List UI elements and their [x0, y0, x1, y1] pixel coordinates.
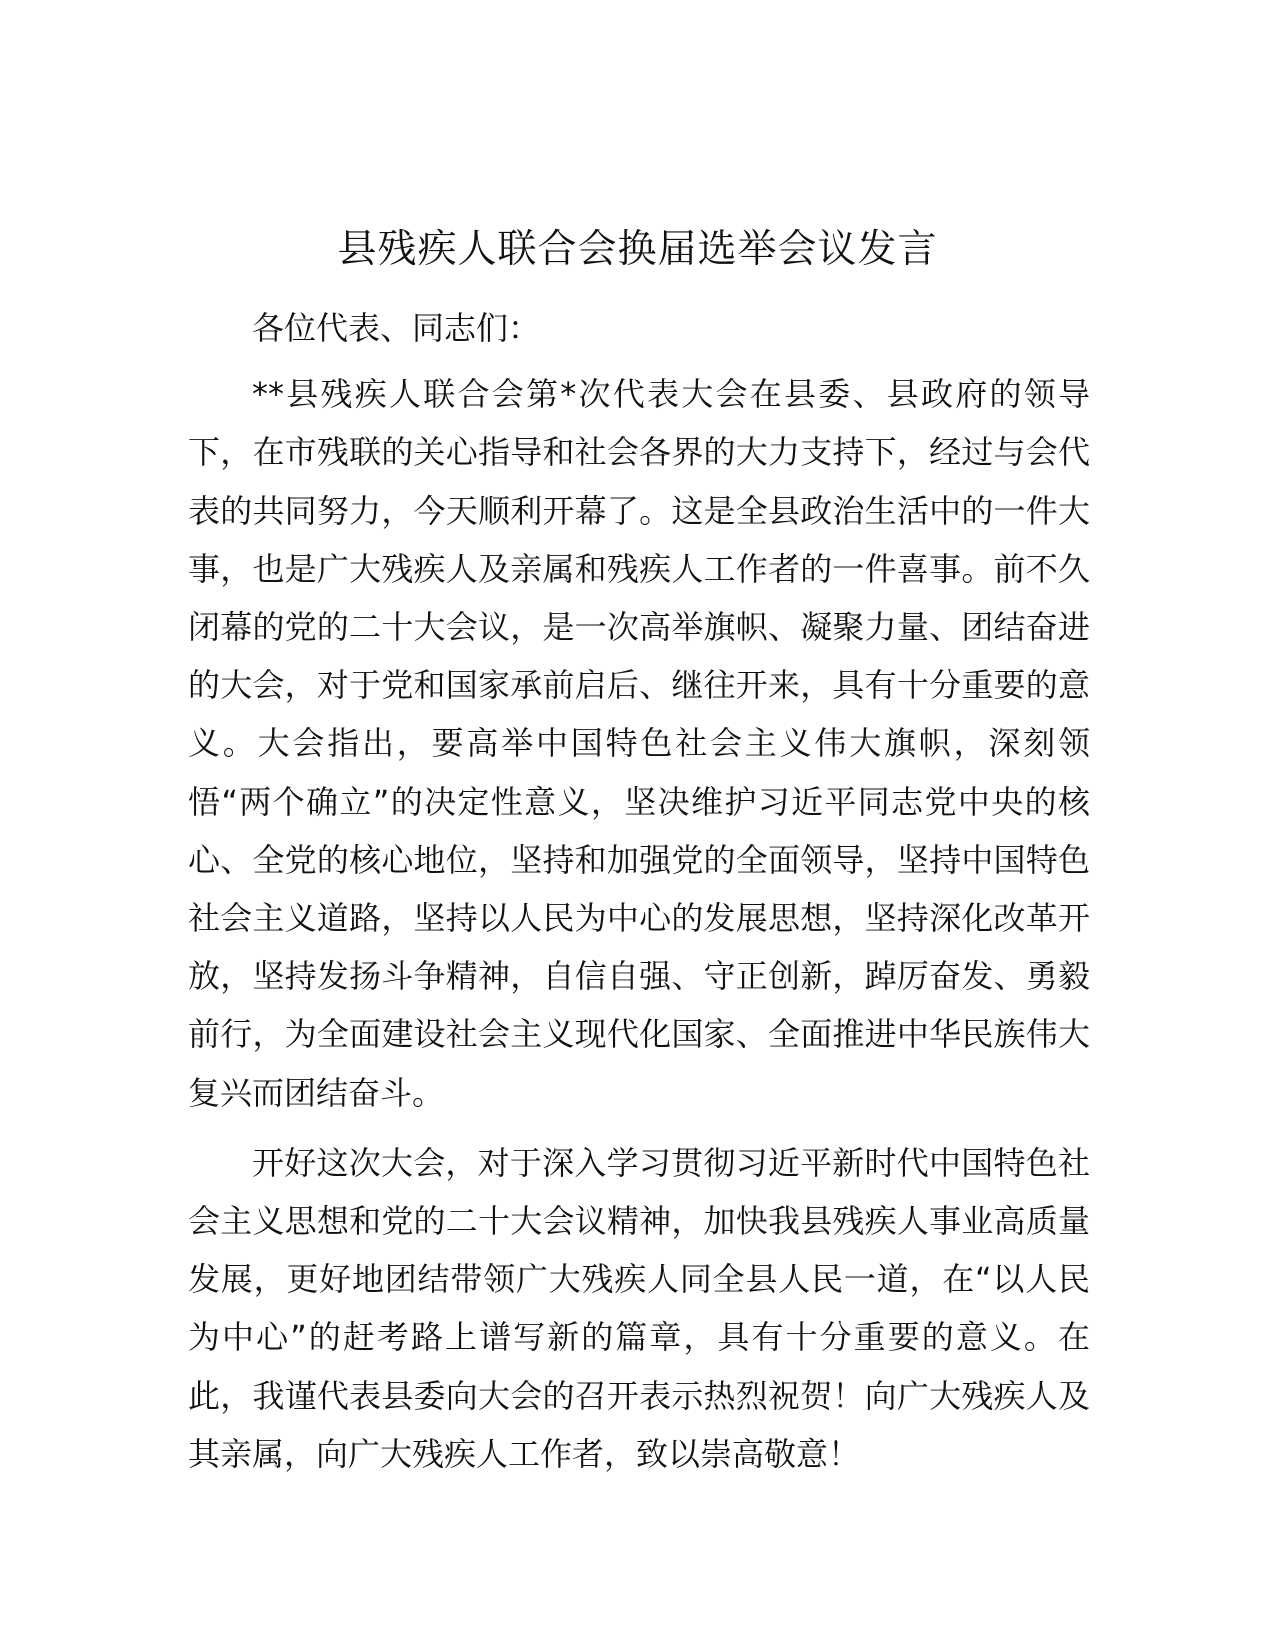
paragraph-1: **县残疾人联合会第*次代表大会在县委、县政府的领导下，在市残联的关心指导和社会各界的大力支持下，经过与会代表的共同努力，今天顺利开幕了。这是全县政治生活中的一件大事，也是广大残疾人及亲属和残疾人工作者的一件喜事。前不久闭幕的党的二十大会议，是一次高举旗帜、凝聚力量、团结奋进的大会，对于党和国家承前启后、继往开来，具有十分重要的意义。大会指出，要高举中国特色社会主义伟大旗帜，深刻领悟“两个确立”的决定性意义，坚决维护习近平同志党中央的核心、全党的核心地位，坚持和加强党的全面领导，坚持中国特色社会主义道路，坚持以人民为中心的发展思想，坚持深化改革开放，坚持发扬斗争精神，自信自强、守正创新，踔厉奋发、勇毅前行，为全面建设社会主义现代化国家、全面推进中华民族伟大复兴而团结奋斗。	[188, 375, 1090, 1112]
greeting-line: 各位代表、同志们：	[252, 309, 541, 347]
document-body	[188, 299, 1090, 1483]
document-title: 县残疾人联合会换届选举会议发言	[337, 227, 938, 272]
paragraph-2: 开好这次大会，对于深入学习贯彻习近平新时代中国特色社会主义思想和党的二十大会议精神，加快我县残疾人事业高质量发展，更好地团结带领广大残疾人同全县人民一道，在“以人民为中心”的赶考路上谱写新的篇章，具有十分重要的意义。在此，我谨代表县委向大会的召开表示热烈祝贺！向广大残疾人及其亲属，向广大残疾人工作者，致以崇高敬意！	[188, 1143, 1090, 1473]
